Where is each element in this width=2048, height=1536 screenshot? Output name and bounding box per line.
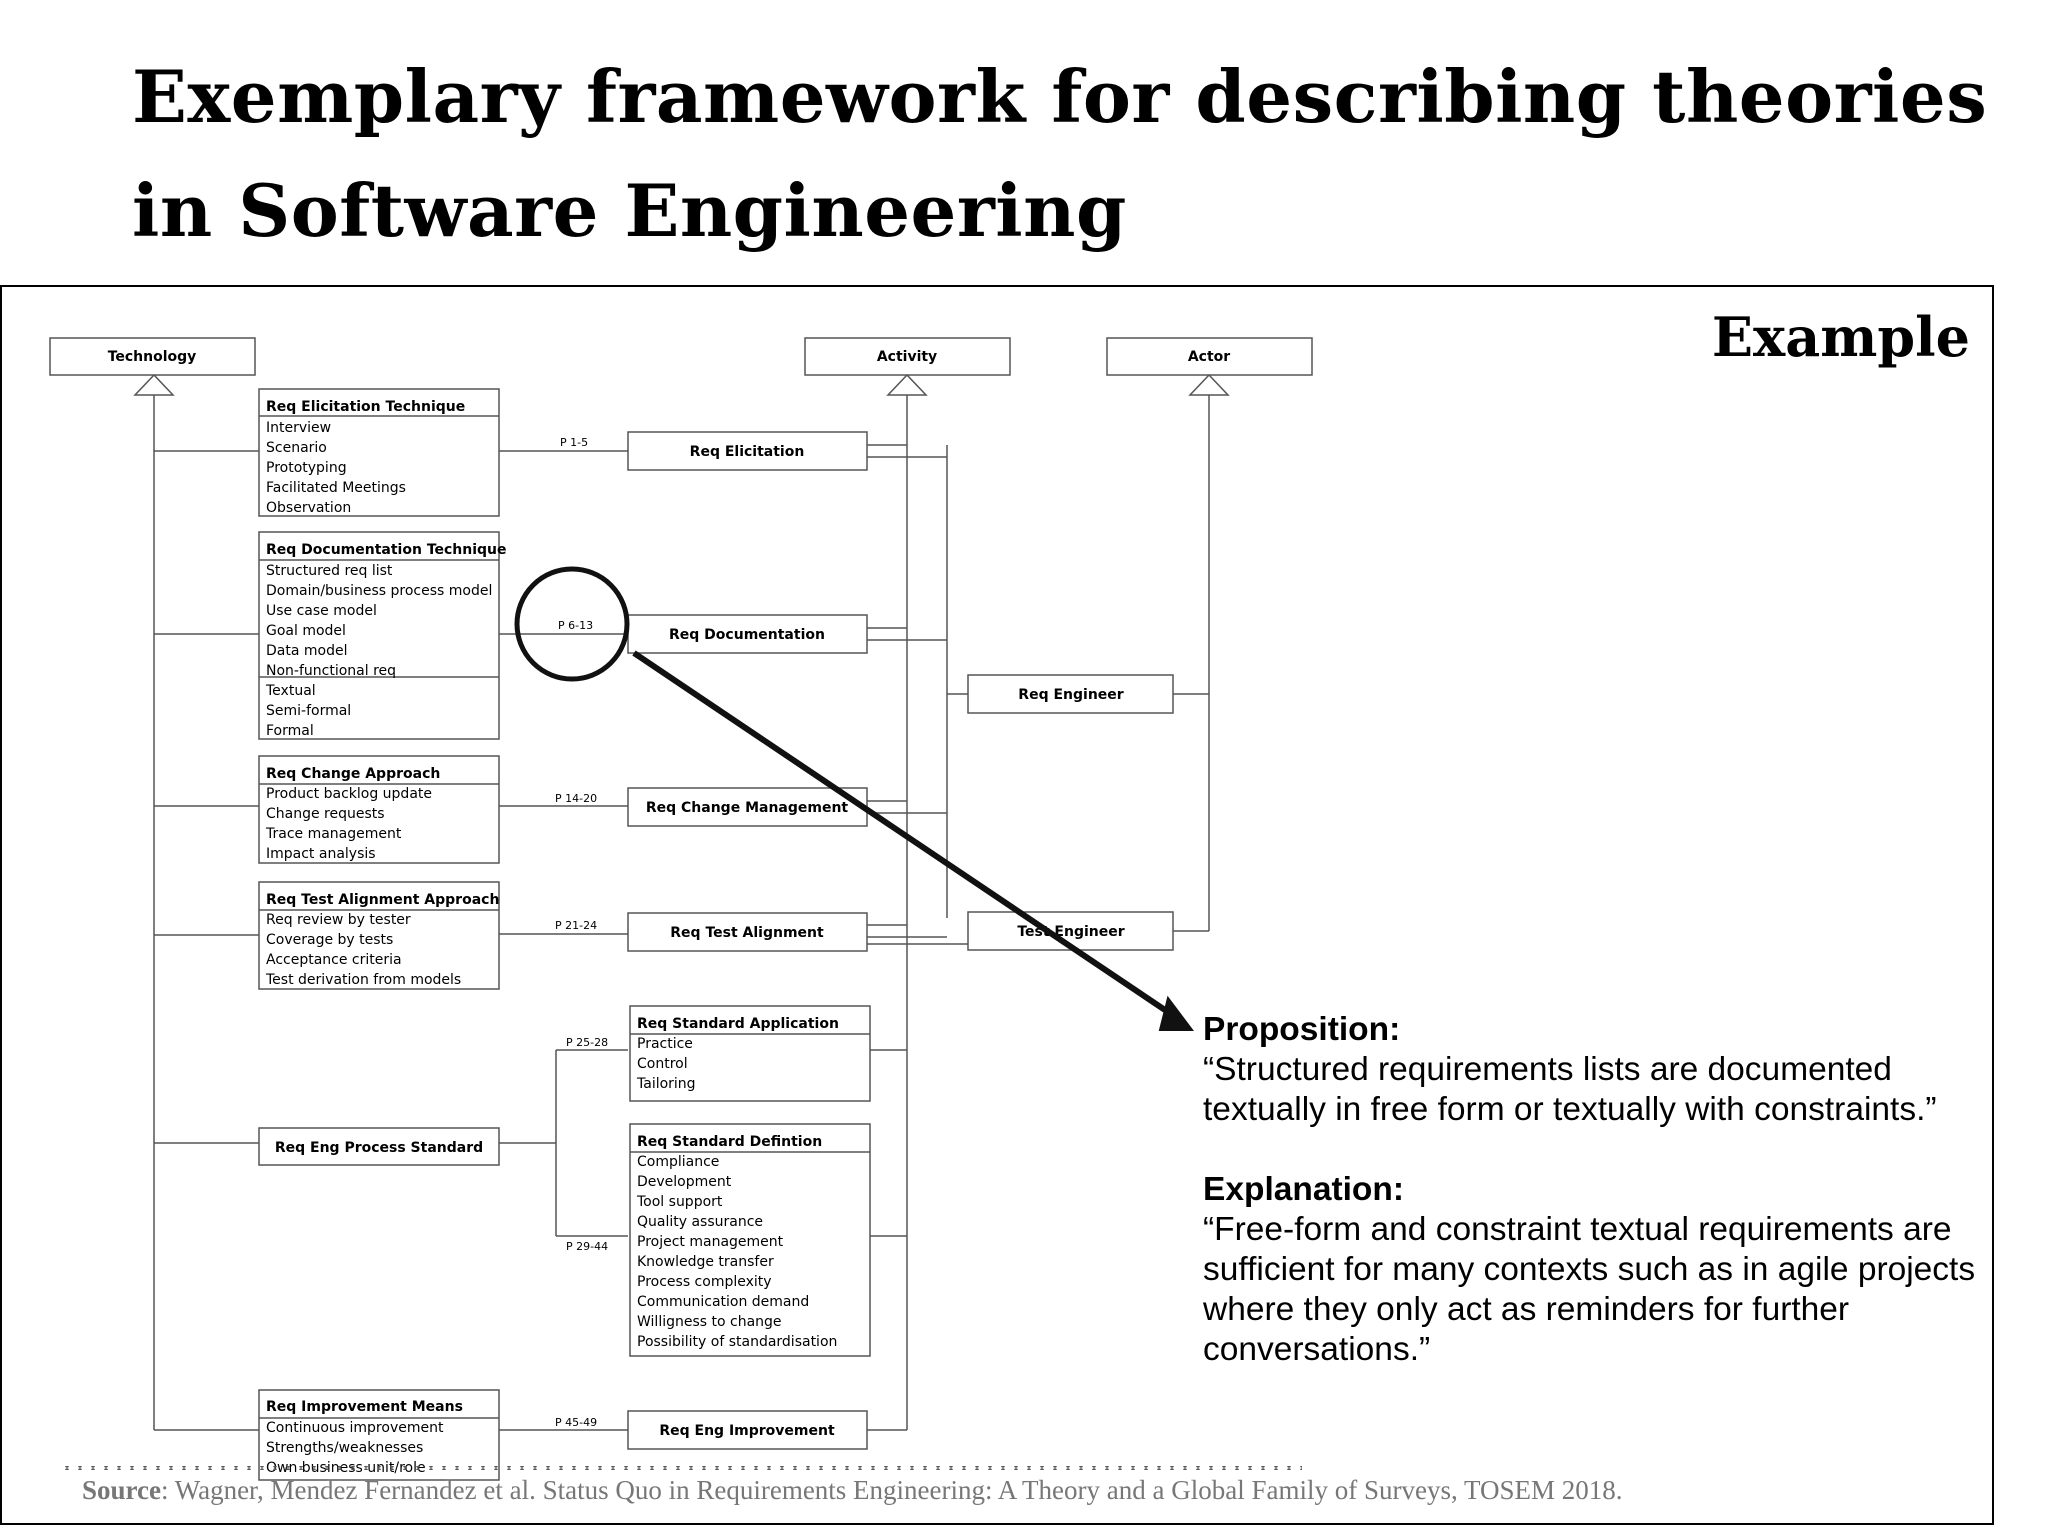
proposition-label: P 21-24 [555,919,598,932]
change-approach-header: Req Change Approach [266,766,441,782]
documentation-technique-header: Req Documentation Technique [266,542,507,558]
actor-label: Actor [1187,349,1231,365]
list-item: Semi-formal [266,703,352,719]
list-item: Facilitated Meetings [266,480,406,496]
list-item: Willigness to change [637,1314,782,1330]
test-engineer-label: Test Engineer [1017,924,1125,940]
activity-triangle [888,375,926,395]
req-engineer-label: Req Engineer [1018,687,1124,703]
list-item: Process complexity [637,1274,772,1290]
list-item: Formal [266,723,314,739]
highlight-arrow-head [1160,998,1192,1030]
list-item: Acceptance criteria [266,952,402,968]
list-item: Control [637,1056,688,1072]
activity-test-label: Req Test Alignment [670,925,824,941]
standard-application-header: Req Standard Application [637,1016,839,1032]
list-item: Req review by tester [266,912,411,928]
actor-triangle [1190,375,1228,395]
elicitation-technique-header: Req Elicitation Technique [266,399,466,415]
list-item: Prototyping [266,460,347,476]
list-item: Compliance [637,1154,720,1170]
list-item: Observation [266,500,352,516]
list-item: Textual [266,683,316,699]
proposition-label: P 45-49 [555,1416,598,1429]
source-label: Source [82,1475,161,1505]
source-text: : Wagner, Mendez Fernandez et al. Status Quo in Requirements Engineering: A Theory and a Global Family of Surveys, TOSEM 2018. [161,1475,1623,1505]
proposition-label: P 29-44 [566,1240,609,1253]
list-item: Goal model [266,623,346,639]
explanation-heading: Explanation: [1203,1171,1405,1208]
proposition-heading: Proposition: [1203,1011,1401,1048]
activity-documentation-label: Req Documentation [669,627,825,643]
list-item: Tailoring [637,1076,696,1092]
activity-change-label: Req Change Management [645,800,849,816]
proposition-label: P 14-20 [555,792,598,805]
list-item: Strengths/weaknesses [266,1440,424,1456]
list-item: Continuous improvement [266,1420,444,1436]
proposition-label: P 25-28 [566,1036,609,1049]
list-item: Practice [637,1036,693,1052]
list-item: Quality assurance [637,1214,764,1230]
test-alignment-approach-header: Req Test Alignment Approach [266,892,500,908]
technology-triangle [135,375,173,395]
list-item: Coverage by tests [266,932,394,948]
list-item: Product backlog update [266,786,432,802]
list-item: Project management [637,1234,784,1250]
improvement-means-header: Req Improvement Means [266,1399,463,1415]
slide-title-line-2: in Software Engineering [132,168,1127,253]
technology-label: Technology [107,349,197,365]
activity-label: Activity [876,349,938,365]
example-label: Example [1711,305,1970,369]
list-item: Development [637,1174,732,1190]
activity-improvement-label: Req Eng Improvement [659,1423,835,1439]
proposition-panel [1203,1010,1993,1370]
list-item: Possibility of standardisation [637,1334,838,1350]
activity-elicitation-label: Req Elicitation [689,444,805,460]
explanation-text: “Free-form and constraint textual requirements are sufficient for many contexts such as in agile projects where they only act as reminders for further conversations.” [1203,1211,1976,1368]
proposition-text: “Structured requirements lists are documented textually in free form or textually with constraints.” [1203,1051,1937,1128]
process-standard-label: Req Eng Process Standard [274,1140,484,1156]
list-item: Change requests [266,806,385,822]
list-item: Use case model [266,603,377,619]
source-citation [82,1475,1623,1506]
proposition-label: P 1-5 [560,436,589,449]
proposition-label: P 6-13 [558,619,594,632]
list-item: Data model [266,643,348,659]
list-item: Knowledge transfer [637,1254,774,1270]
list-item: Structured req list [266,563,393,579]
list-item: Scenario [266,440,327,456]
list-item: Domain/business process model [266,583,493,599]
list-item: Non-functional req [266,663,397,679]
list-item: Communication demand [637,1294,810,1310]
slide-title-line-1: Exemplary framework for describing theories [132,54,1988,139]
list-item: Trace management [266,826,402,842]
list-item: Impact analysis [266,846,376,862]
list-item: Interview [266,420,332,436]
list-item: Tool support [637,1194,723,1210]
standard-definition-header: Req Standard Defintion [637,1134,823,1150]
list-item: Test derivation from models [266,972,462,988]
dotted-separator [62,1466,1302,1470]
